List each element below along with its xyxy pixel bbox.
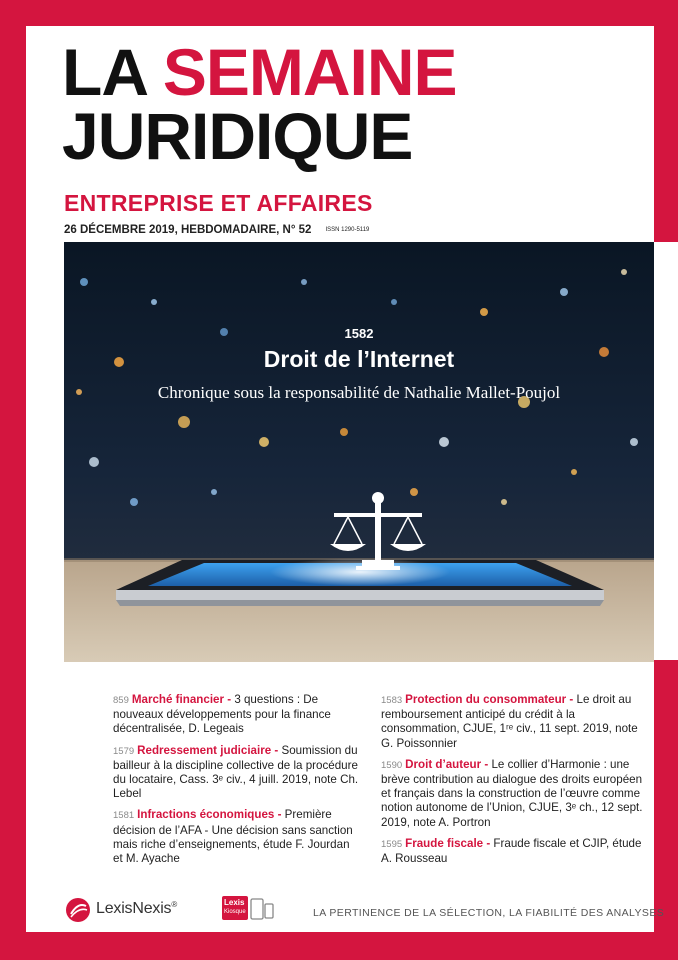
devices-icon	[249, 896, 275, 922]
entry-heading: Protection du consommateur -	[405, 693, 574, 706]
contents-entry[interactable]	[113, 693, 361, 737]
entry-number: 859	[113, 695, 129, 706]
hero-image	[64, 242, 654, 662]
contents-column-right	[381, 693, 643, 873]
chronicle-title: Droit de l’Internet	[263, 346, 455, 372]
masthead-semaine: SEMAINE	[162, 35, 457, 109]
entry-number: 1583	[381, 695, 403, 706]
entry-text: Première décision de l’AFA - Une décision sans sanction mais riche d’enseignements, étude F. Jourdan et M. Ayache	[113, 808, 353, 866]
entry-number: 1595	[381, 838, 403, 850]
entry-text: Le droit au remboursement anticipé du crédit à la consommation, CJUE, 1ʳᵉ civ., 11 sept. 2019, note G. Poissonnier	[381, 693, 638, 750]
entry-text: 3 questions : De nouveaux développements pour la finance décentralisée, D. Legeais	[113, 693, 331, 736]
contents-entry[interactable]	[381, 693, 643, 751]
footer-tagline: LA PERTINENCE DE LA SÉLECTION, LA FIABILITÉ DES ANALYSES	[313, 907, 665, 919]
contents-entry[interactable]	[113, 744, 361, 802]
contents-column-left	[113, 693, 361, 873]
frame-top	[0, 0, 678, 26]
entry-text: Fraude fiscale et CJIP, étude A. Rousseau	[381, 836, 642, 866]
lexisnexis-emblem-icon	[64, 896, 92, 924]
masthead-juridique: JURIDIQUE	[62, 99, 413, 173]
entry-text: Soumission du bailleur à la discipline collective de la procédure du locataire, Cass. 3ᵉ civ., 4 juill. 2019, note Ch. Lebel	[113, 743, 359, 801]
lexis-kiosque-badge	[222, 896, 274, 922]
frame-bottom	[0, 932, 678, 960]
masthead-la: LA	[62, 35, 163, 109]
chronicle-number: 1582	[344, 326, 374, 341]
entry-text: Le collier d’Harmonie : une brève contribution au dialogue des droits européen et français dans la construction de l’œuvre comme notion autonome de l’Union, CJUE, 3ᵉ ch., 12 sept. 2019, note A. Portron	[381, 757, 643, 829]
kiosque-line1: Lexis	[224, 898, 245, 907]
logo-wordmark	[96, 900, 177, 918]
entry-heading: Redressement judiciaire -	[137, 743, 279, 757]
hero-illustration	[64, 242, 654, 662]
entry-number: 1590	[381, 759, 403, 771]
entry-heading: Marché financier -	[131, 693, 232, 706]
frame-left	[0, 0, 26, 960]
frame-right-top	[654, 0, 678, 242]
contents-entry[interactable]	[113, 808, 361, 866]
logo-registered-mark: ®	[171, 900, 178, 909]
lexisnexis-logo	[64, 896, 194, 924]
contents-entry[interactable]	[381, 837, 643, 866]
kiosque-logo	[222, 896, 248, 920]
masthead	[62, 35, 652, 173]
entry-heading: Fraude fiscale -	[405, 836, 491, 850]
entry-heading: Droit d’auteur -	[405, 757, 489, 771]
issue-line	[64, 224, 369, 236]
issn: ISSN 1290-5119	[325, 226, 370, 233]
issue-date: 26 DÉCEMBRE 2019, HEBDOMADAIRE, N° 52	[64, 224, 312, 236]
entry-heading: Infractions économiques -	[137, 808, 282, 822]
kiosque-line2: Kiosque	[224, 909, 246, 915]
publication-subtitle: ENTREPRISE ET AFFAIRES	[64, 190, 373, 216]
contents-entry[interactable]	[381, 758, 643, 830]
chronicle-subtitle: Chronique sous la responsabilité de Nathalie Mallet-Poujol	[157, 383, 561, 402]
logo-name: LexisNexis	[96, 900, 172, 917]
entry-number: 1581	[113, 810, 135, 822]
masthead-line-1	[62, 35, 652, 109]
entry-number: 1579	[113, 745, 135, 757]
